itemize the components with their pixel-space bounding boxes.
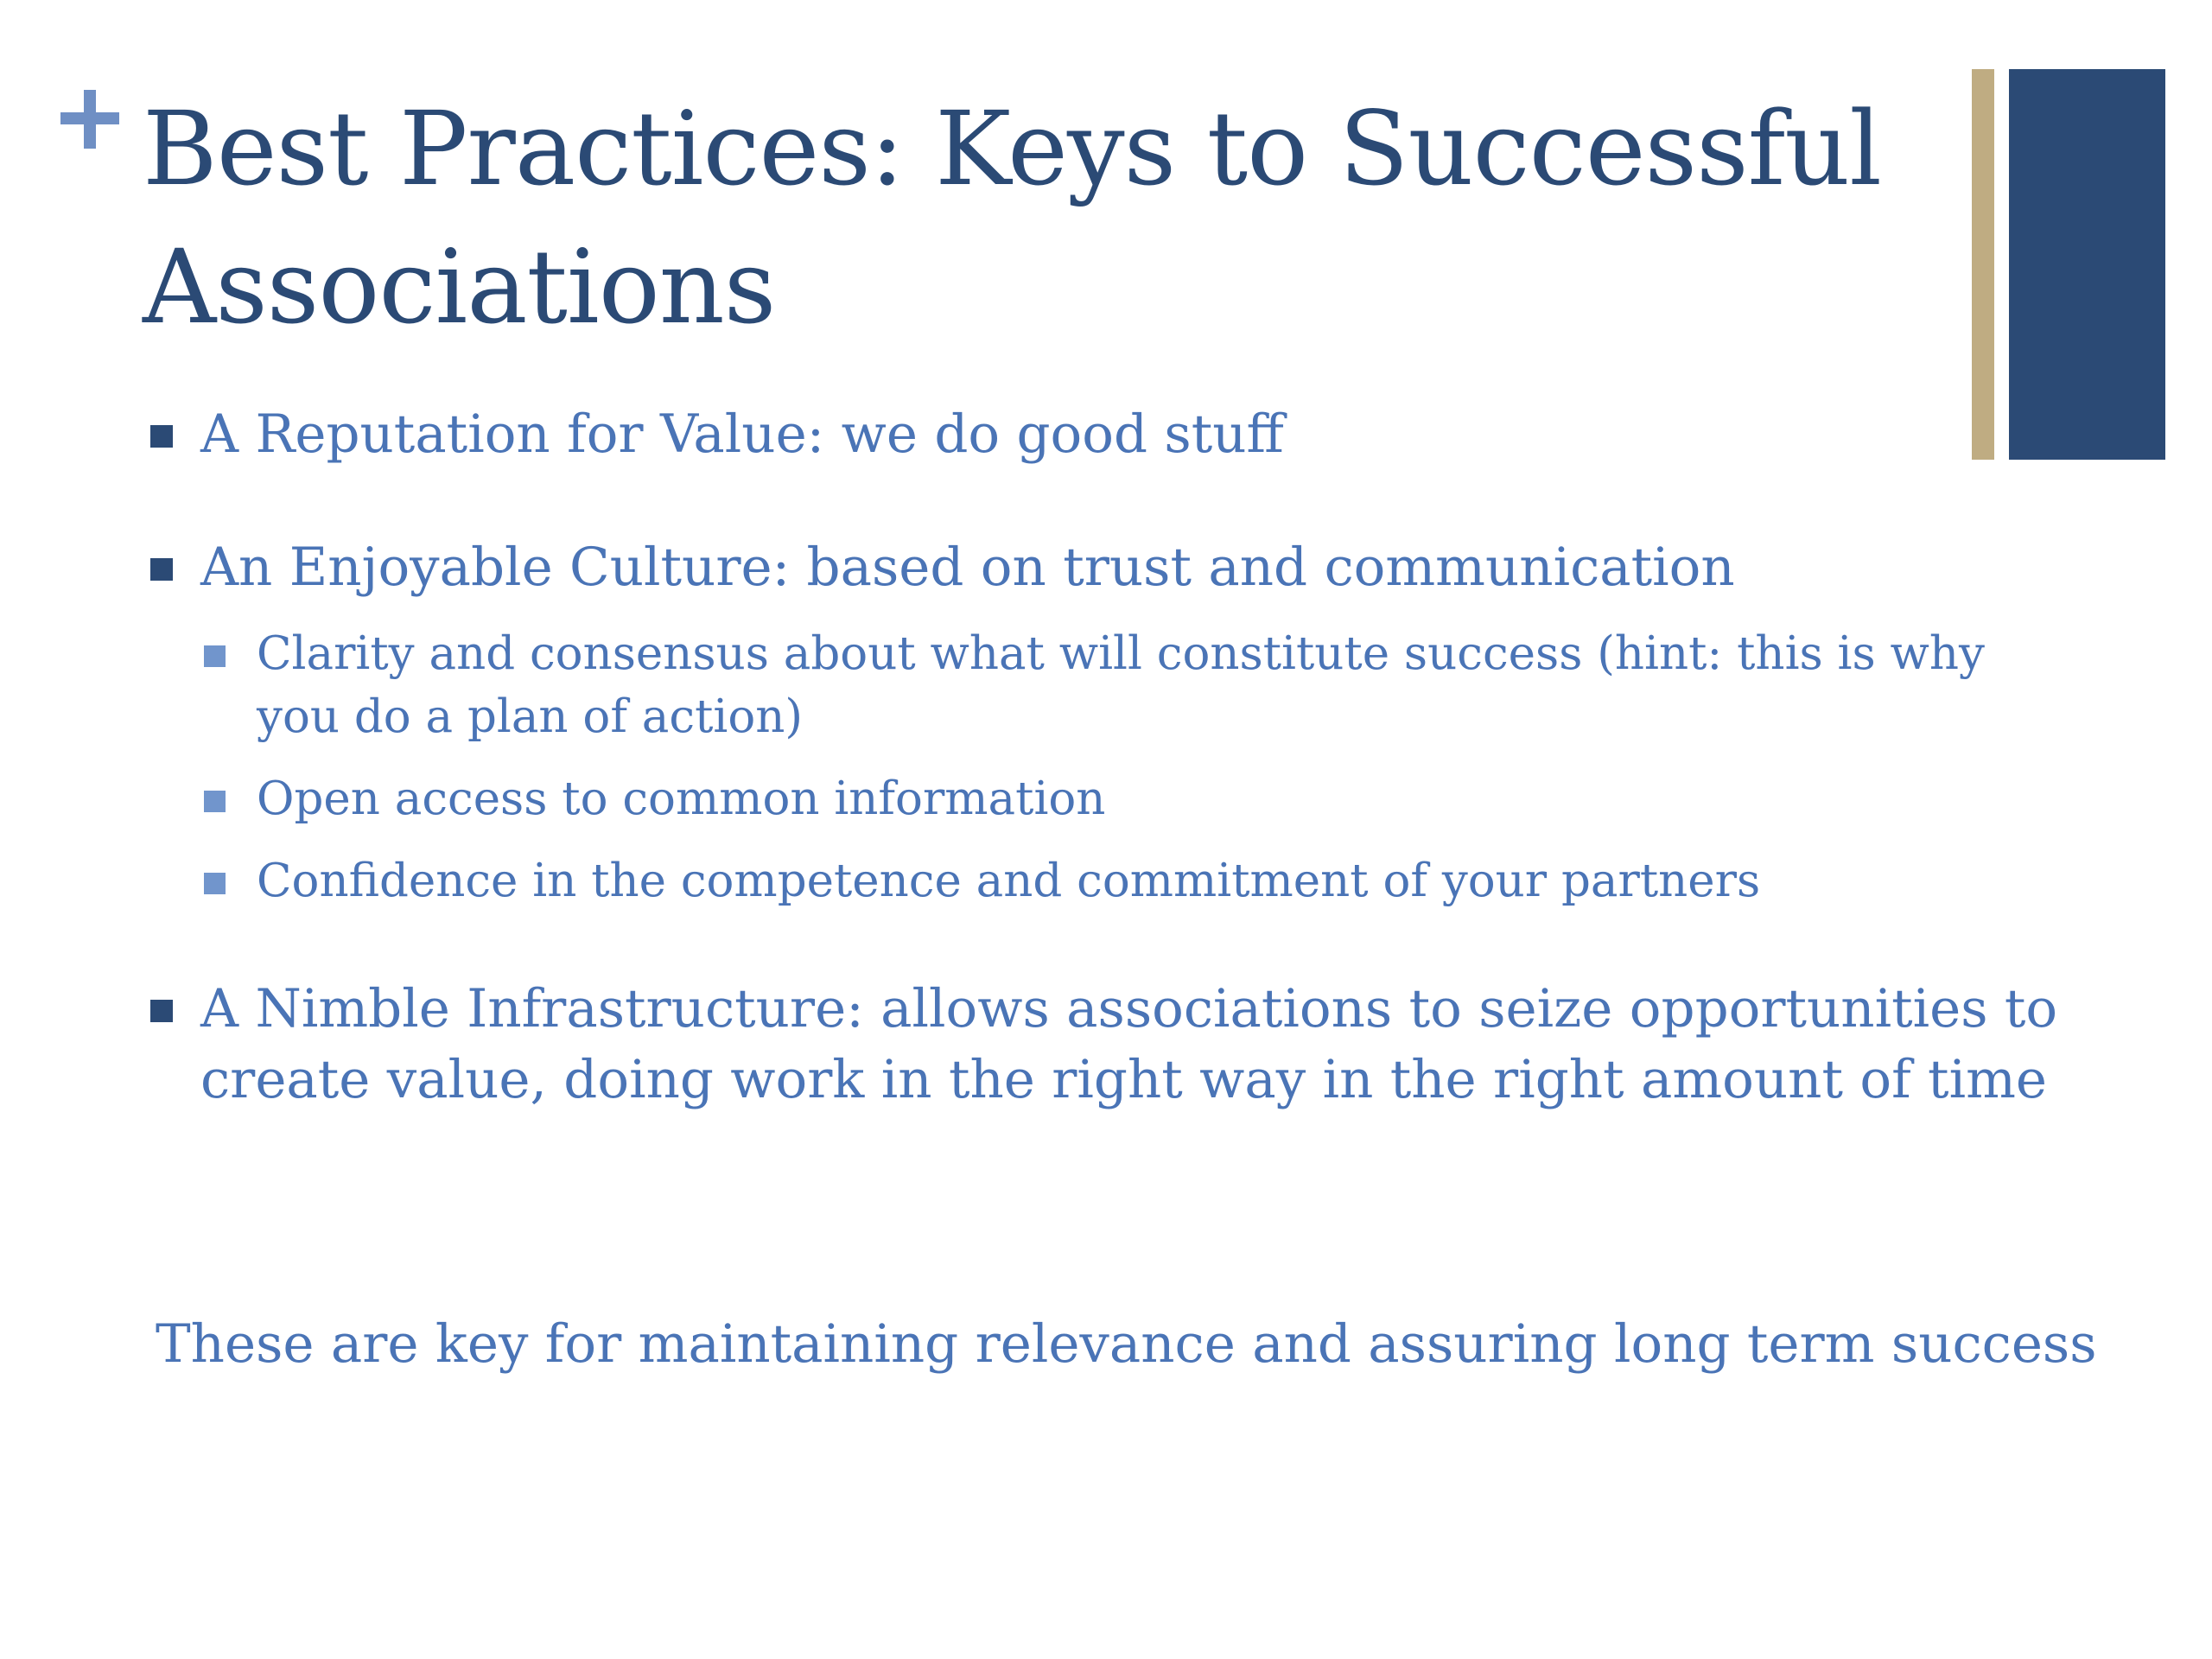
sub-bullet-item-clarity [257, 622, 2071, 748]
sub-bullet-text: Clarity and consensus about what will constitute success (hint: this is why you do a plan of action) [257, 627, 1985, 743]
slide-title: Best Practices: Keys to Successful Associations [143, 89, 1882, 346]
sub-bullet-text: Open access to common information [257, 772, 1106, 825]
bullet-item-infrastructure [200, 974, 2067, 1116]
square-bullet-icon [150, 558, 173, 581]
square-bullet-icon [150, 425, 173, 448]
bullet-text: A Nimble Infrastructure: allows associations to seize opportunities to create value, doing work in the right way in the right amount of time [200, 978, 2058, 1110]
square-sub-bullet-icon [204, 791, 226, 812]
square-sub-bullet-icon [204, 873, 226, 894]
bullet-text: A Reputation for Value: we do good stuff [200, 404, 1284, 465]
sub-bullet-item-open-access [257, 767, 2071, 830]
square-sub-bullet-icon [204, 645, 226, 667]
closing-note: These are key for maintaining relevance and assuring long term success [156, 1313, 2097, 1375]
sub-bullet-item-confidence [257, 849, 2071, 912]
sub-bullet-text: Confidence in the competence and commitment of your partners [257, 855, 1761, 907]
bullet-item-culture [200, 532, 2067, 603]
bullet-text: An Enjoyable Culture: based on trust and communication [200, 537, 1735, 598]
square-bullet-icon [150, 1000, 173, 1022]
bullet-item-reputation [200, 399, 2067, 470]
